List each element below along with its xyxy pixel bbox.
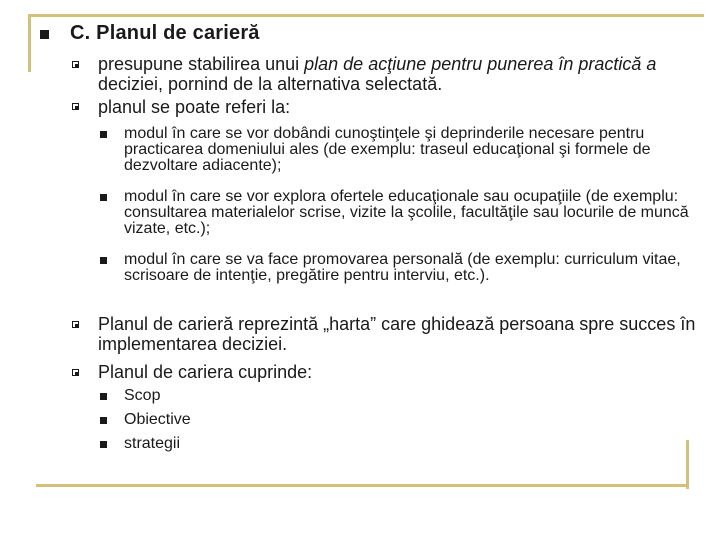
- sub-bullet-2-3-text: modul în care se va face promovarea personală (de exemplu: curriculum vitae, scrisoare de intenţie, pregătire pentru interviu, etc.).: [124, 251, 681, 284]
- bullet-1-icon: [72, 61, 79, 68]
- right-rule: [686, 440, 689, 489]
- sub-bullet-4-3-icon: [100, 441, 107, 448]
- bottom-rule: [36, 484, 686, 487]
- bullet-1-text-emphasis: plan de acţiune pentru punerea în practică a: [304, 54, 657, 74]
- sub-bullet-2-1-icon: [100, 131, 107, 138]
- sub-bullet-2-3-icon: [100, 257, 107, 264]
- title-bullet-icon: [40, 30, 49, 39]
- bullet-2-icon: [72, 103, 79, 110]
- sub-bullet-4-1-icon: [100, 393, 107, 400]
- bullet-1-text-end: deciziei, pornind de la alternativa selectată.: [98, 74, 443, 94]
- slide-title: C. Planul de carieră: [70, 22, 260, 44]
- sub-bullet-2-2-text: modul în care se vor explora ofertele educaţionale sau ocupaţiile (de exemplu: consultarea materialelor scrise, vizite la şcolile, facultăţile sau locurile de muncă vizate, etc.);: [124, 188, 689, 237]
- top-rule: [28, 14, 704, 17]
- bullet-3-icon: [72, 321, 79, 328]
- sub-bullet-2-1-text: modul în care se vor dobândi cunoştinţele şi deprinderile necesare pentru practicarea domeniului ales (de exemplu: traseul educaţional şi formele de dezvoltare adiacente);: [124, 125, 651, 174]
- sub-bullet-4-2-text: Obiective: [124, 411, 191, 428]
- bullet-1-text-start: presupune stabilirea unui: [98, 54, 305, 74]
- left-rule: [28, 14, 31, 72]
- bullet-1-text: [98, 54, 698, 94]
- bullet-3-text: Planul de carieră reprezintă „harta” care ghidează persoana spre succes în implementarea deciziei.: [98, 314, 696, 354]
- sub-bullet-4-2-icon: [100, 417, 107, 424]
- bullet-4-icon: [72, 369, 79, 376]
- bullet-2-text: planul se poate referi la:: [98, 97, 291, 117]
- sub-bullet-2-2-icon: [100, 194, 107, 201]
- bullet-4-text: Planul de cariera cuprinde:: [98, 362, 313, 382]
- sub-bullet-4-1-text: Scop: [124, 387, 161, 404]
- sub-bullet-4-3-text: strategii: [124, 435, 181, 452]
